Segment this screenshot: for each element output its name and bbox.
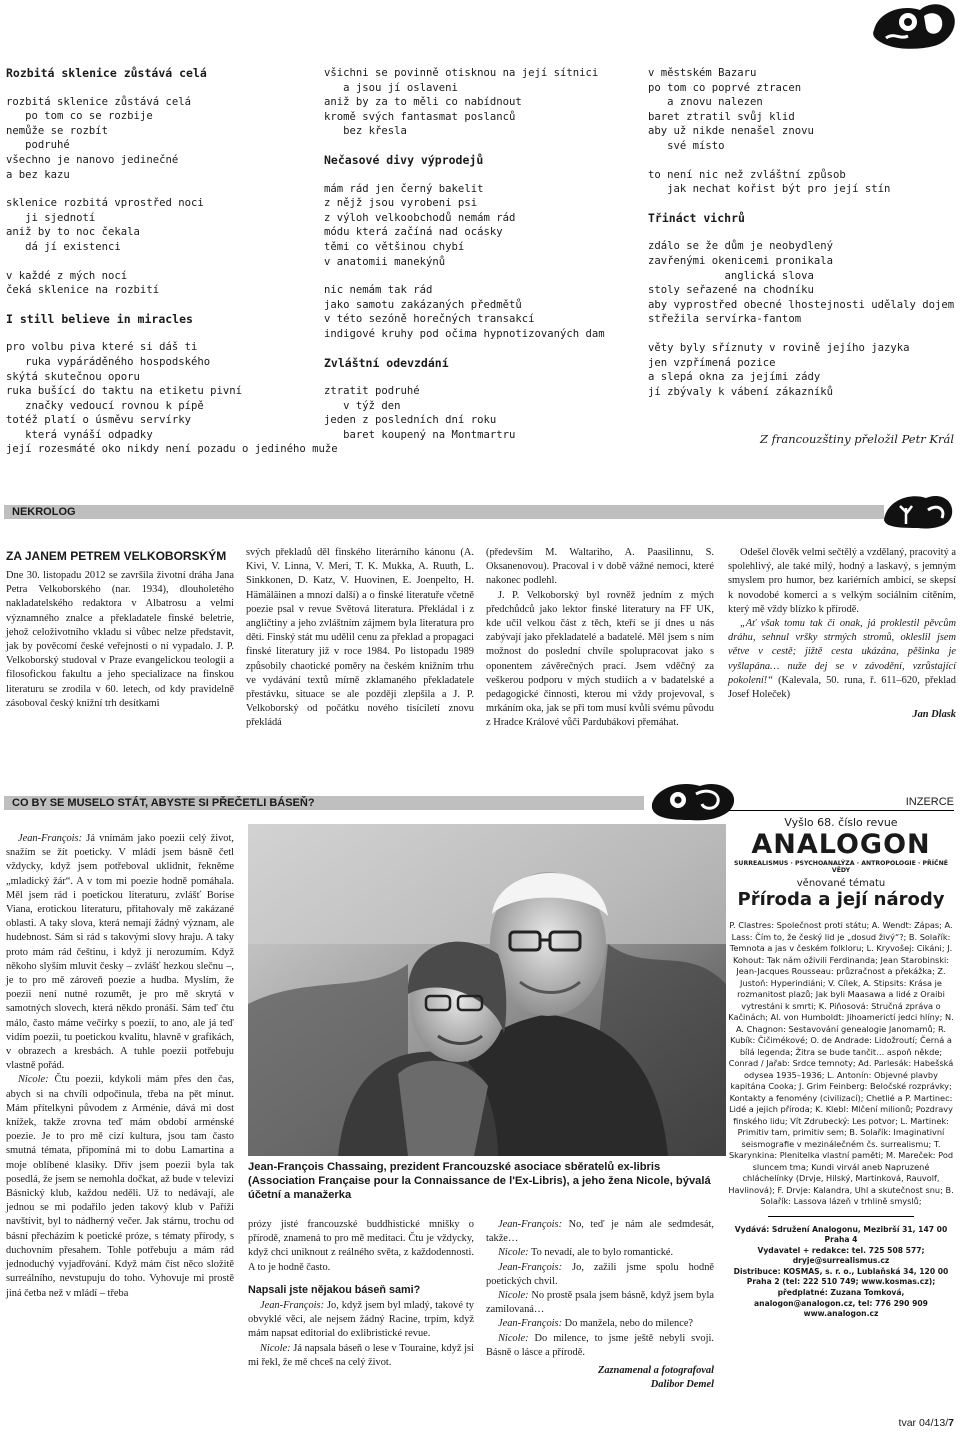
poem-line: všechno je nanovo jedinečné bbox=[6, 153, 179, 166]
poem-line: jen vzpřímená pozice bbox=[648, 356, 776, 369]
poem-line: z nějž jsou vyrobeni psi bbox=[324, 197, 478, 210]
answer-text: No prostě psala jsem básně, když jsem byla zamilovaná… bbox=[486, 1290, 714, 1316]
poem-column-1 bbox=[6, 66, 338, 457]
poem-line: baret koupený na Montmartru bbox=[324, 428, 516, 441]
poem-line: zavřenými okenicemi pronikala bbox=[648, 254, 833, 267]
answer-text: Čtu poezii, kdykoli mám přes den čas, abych si na chvíli odpočinula, třeba na pět minut. Mám přítelkyni původem z Arménie, dává mi dost knížek, takže zrovna teď mám období arménské poezie. Je to pro mě cizí kultura, jsou tam často smutná témata, připomíná mi to dobu Lamartina a moje oblíbené klasiky. Dřív jsem poezii byla tak posedlá, že jsem se nemohla dočkat, až bude v televizi Básnický klub, každou neděli. Už to nedávají, ale jednou se mi podařilo jeden takový klub v Paříži navštívit, byl to nádherný večer. Jak stárnu, trochu od básní přecházím k poetické próze, s tématy přírody, s duchovním přesahem. Tohle potřebuju a mám rád jednoduchý vyjadřování. Když mám číst něco složitě surreálního, nevstupuju do toho. Vyhovuje mi prostě jiná četba než v mládí – třeba bbox=[6, 1074, 234, 1299]
poem-column-3 bbox=[648, 66, 958, 399]
poem-line: aby už nikde nenašel znovu bbox=[648, 125, 814, 138]
poem-line: v této sezóně horečných transakcí bbox=[324, 313, 535, 326]
poem-line: jeden z posledních dní roku bbox=[324, 414, 497, 427]
couple-photo bbox=[248, 824, 726, 1156]
poem-gap bbox=[6, 81, 316, 95]
ornament-logo-icon bbox=[868, 2, 956, 52]
obituary-text-3: (především M. Waltariho, A. Paasilinnu, S. Oksanenovou). Pracoval i v době vážné nemoci, které nakonec podlehl. bbox=[486, 547, 714, 587]
obituary-column-2 bbox=[246, 546, 474, 731]
poem-line: a jsou jí oslaveni bbox=[324, 81, 458, 94]
speaker-name: Nicole: bbox=[260, 1342, 291, 1354]
ad-publisher: Vydává: Sdružení Analogonu, Mezibrší 31, 147 00 Praha 4 Vydavatel + redakce: tel. 725 508 577; dryje@surrealismus.cz Distribuce: KOSMAS, s. r. o., Lublaňská 34, 120 00 Praha 2 (tel: 222 510 749; www.kosmas.cz); předplatné: Zuzana Tomková, analogon@analogon.cz, tel: 776 290 909 www.analogon.cz bbox=[733, 1224, 949, 1319]
obituary-text-1: Dne 30. listopadu 2012 se završila životní dráha Jana Petra Velkoborského (nar. 1934), dlouholetého nakladatelského redaktora v Albatrosu a velmi významného znalce a překladatele finské beletrie, jehož celoživotního vkladu si vůbec nelze představit, jak by pověcomí české veřejnosti o ní vypadalo. J. P. Velkoborský studoval v Praze evangelickou teologii a filosofickou fakultu a jeho specializace na finskou literaturu se zrodila v 60. letech, od kdy pravidelně zásoboval český knižní trh desítkami bbox=[6, 570, 234, 709]
obituary-text-2: svých překladů děl finského literárního kánonu (A. Kivi, V. Linna, V. Meri, T. K. Mukka, A. Ruuth, L. Sinkkonen, D. Katz, V. Huovinen, E. Joenpelto, H. Hämäläinen a mnozí další) a o finské literatuře včetně poezie psal v revue Světová literatura. Překládal i z angličtiny a jeho zvláštním zájmem byla literatura pro děti. Finský stát mu udělil cenu za překlad a propagaci finské literatury již v roce 1984. Po listopadu 1989 způsobily chaotické poměry na českém knižním trhu ve vydávání textů mírně zklamaného překladatele přestávku, situace se ale později zlepšila a J. P. Velkoborský od počátku nového tisíciletí znovu překládá bbox=[246, 547, 474, 729]
obituary-column-1 bbox=[6, 546, 234, 711]
poem-line: po tom co poprvé ztracen bbox=[648, 81, 802, 94]
answer-text: Do milence, to jsme ještě nebyli svoji. Básně o lásce a přírodě. bbox=[486, 1332, 714, 1358]
poem-line: aniž by to noc čekala bbox=[6, 226, 140, 239]
poem-line: anglická slova bbox=[648, 269, 814, 282]
interview-col2-intro: prózy jisté francouzské buddhistické mnišky o přírodě, znamená to pro mě meditaci. Čtu je vždycky, když chci uniknout z reálného světa, z každodennosti. A to je hodně často. bbox=[248, 1219, 474, 1273]
poem-line: pro volbu piva které si dáš ti bbox=[6, 341, 198, 354]
poem-line: nic nemám tak rád bbox=[324, 284, 433, 297]
poem-gap bbox=[6, 255, 316, 269]
interview-col2-answers bbox=[248, 1299, 474, 1370]
obituary-column-4 bbox=[728, 546, 956, 722]
answer-text: No, teď je nám ale sedmdesát, takže… bbox=[486, 1219, 714, 1245]
poem-gap bbox=[324, 168, 642, 182]
poem-gap bbox=[6, 326, 316, 340]
speaker-name: Jean-François: bbox=[18, 833, 83, 844]
poem-line: stoly seřazené na chodníku bbox=[648, 284, 814, 297]
obituary-signature: Jan Dlask bbox=[912, 709, 956, 721]
interview-column-3 bbox=[486, 1218, 714, 1392]
swirl-ornament-icon bbox=[648, 780, 738, 822]
interview-question-heading: Napsali jste nějakou báseň sami? bbox=[248, 1283, 421, 1296]
interview-answer bbox=[486, 1261, 714, 1289]
obituary-column-3 bbox=[486, 546, 714, 731]
poem-line: v městském Bazaru bbox=[648, 67, 757, 79]
poem-line: ruka bušící do taktu na etiketu pivní bbox=[6, 385, 242, 398]
answer-text: Já vnímám jako poezii celý život, snažím se žít poeticky. V mládí jsem básně četl vždycky, když jsem potřeboval uklidnit, řekněme „mladický žár“. A v tom mi poezie hodně pomáhala. Měl jsem rád i poetickou literaturu, zvlášť Borise Viana, erotickou literaturu, přitahovaly mě zakázané oblasti. A taky slova, která nemají žádný význam, ale hudebnost. Sám si rád s takovými slovy hraju. A taky proto mám rád češtinu, i když jí nerozumím. Když někoho slyším mluvit česky – zvlášť hezkou slečnu –, je to pro mě zároveň poezie a hudba. Myslím, že poezii není nutné rozumět, je pro mě skrytá v samotných slovech, která někdo pronáší. Sám teď čtu málo, často máme večírky s poezií, to ano, ale já teď vidím poezii, tu poetickou kvalitu, hlavně v grafikách, v obrazech a kresbách. A tuhle poezii potřebuju vlastně pořád. bbox=[6, 833, 234, 1072]
poem-line: střežila servírka-fantom bbox=[648, 313, 802, 326]
poem-line: jak nechat kořist být pro její stín bbox=[648, 183, 891, 196]
analogon-ad bbox=[728, 816, 954, 1320]
poem-line: jí zbývaly k vábení zákazníků bbox=[648, 385, 833, 398]
interview-bar bbox=[4, 796, 644, 810]
poem-gap bbox=[6, 182, 316, 196]
poem-line: podruhé bbox=[6, 139, 70, 152]
ad-theme: Příroda a její národy bbox=[737, 889, 945, 910]
answer-text: Já napsala báseň o lese v Touraine, když jsi mi řekl, že mě chceš na celý život. bbox=[248, 1342, 474, 1368]
obituary-text-4a: Odešel člověk velmi sečtělý a vzdělaný, pracovitý a spolehlivý, ale také milý, hodný a laskavý, s jemným smyslem pro humor, bez kariérních ambicí, se skepsí k novodobé komerci a s velkým sociálním cítěním, který mě vždy blízko k přírodě. bbox=[728, 547, 956, 615]
poem-gap bbox=[6, 298, 316, 312]
page-footer bbox=[899, 1417, 954, 1429]
poem-gap bbox=[324, 269, 642, 283]
interview-answer bbox=[248, 1299, 474, 1342]
interview-column-1 bbox=[6, 832, 234, 1301]
poem-gap bbox=[648, 154, 958, 168]
answer-text: To nevadí, ale to bylo romantické. bbox=[528, 1247, 674, 1259]
poem-gap bbox=[648, 327, 958, 341]
poem-line: své místo bbox=[648, 139, 725, 152]
poem-line: značky vedoucí rovnou k pípě bbox=[6, 399, 204, 412]
answer-text: Jo, zažili jsme spolu hodně poetických chvil. bbox=[486, 1261, 714, 1287]
interview-credit-2: Dalibor Demel bbox=[650, 1379, 714, 1391]
poem-line: kromě svých fantasmat poslanců bbox=[324, 110, 516, 123]
ad-divider bbox=[728, 810, 954, 811]
ad-brand-subtitle: SURREALISMUS · PSYCHOANALÝZA · ANTROPOLOGIE · PŘÍČNÉ VĚDY bbox=[733, 860, 949, 874]
poem-line: ji sjednotí bbox=[6, 211, 96, 224]
poem-gap bbox=[648, 197, 958, 211]
poem-gap bbox=[648, 225, 958, 239]
poem-line: v týž den bbox=[324, 399, 401, 412]
poem-title: Rozbitá sklenice zůstává celá bbox=[6, 66, 207, 80]
ad-issue: Vyšlo 68. číslo revue bbox=[784, 816, 898, 829]
poem-line: všichni se povinně otisknou na její sítnici bbox=[324, 67, 599, 79]
poem-line: sklenice rozbitá vprostřed noci bbox=[6, 197, 204, 210]
kalevala-quote bbox=[728, 617, 956, 702]
poem-line: mám rád jen černý bakelit bbox=[324, 182, 484, 195]
speaker-name: Nicole: bbox=[498, 1247, 529, 1259]
speaker-name: Nicole: bbox=[498, 1290, 529, 1302]
poem-column-2 bbox=[324, 66, 642, 442]
interview-col3-answers bbox=[486, 1218, 714, 1360]
ad-brand: ANALOGON bbox=[751, 829, 931, 860]
speaker-name: Nicole: bbox=[498, 1332, 529, 1344]
poem-line: módu která začíná nad ocásky bbox=[324, 226, 503, 239]
poem-line: ztratit podruhé bbox=[324, 385, 420, 398]
poem-line: bez křesla bbox=[324, 125, 407, 138]
answer-text: Jo, když jsem byl mladý, takové ty obvyklé věci, ale nejsem žádný Racine, trpím, když mám napsat editorial do exlibristické revue. bbox=[248, 1300, 474, 1340]
answer-text: Do manžela, nebo do milence? bbox=[562, 1318, 694, 1330]
ad-label: INZERCE bbox=[905, 796, 954, 808]
poem-line: po tom co se rozbije bbox=[6, 110, 153, 123]
interview-answer bbox=[248, 1342, 474, 1370]
poem-line: a znovu nalezen bbox=[648, 96, 763, 109]
speaker-name: Jean-François: bbox=[260, 1300, 325, 1312]
interview-column-2 bbox=[248, 1218, 474, 1370]
poem-line: čeká sklenice na rozbití bbox=[6, 284, 160, 297]
page-number: 7 bbox=[948, 1417, 954, 1429]
poem-line: totéž platí o úsměvu servírky bbox=[6, 414, 191, 427]
poem-title: I still believe in miracles bbox=[6, 311, 193, 326]
poem-line: a bez kazu bbox=[6, 168, 70, 181]
poem-line: nemůže se rozbít bbox=[6, 124, 109, 137]
tree-ornament-icon bbox=[880, 490, 956, 530]
poem-line: dá jí existenci bbox=[6, 240, 121, 253]
kalevala-quote-text: „Ať však tomu tak či onak, já proklestil pěvcům dráhu, sehnul vršky strmých stromů, okleslil jsem větve v cestě; jižtě cesta ukázána, pěšinka je vyšlapána… nuže dej se v závodění, vzrůstající pokolení!“ bbox=[728, 618, 956, 686]
poem-line: věty byly sříznuty v rovině jejího jazyka bbox=[648, 341, 910, 354]
poem-line: ruka vypáráděného hospodského bbox=[6, 355, 211, 368]
interview-credit-1: Zaznamenal a fotografoval bbox=[597, 1365, 714, 1377]
poem-line: aby vyprostřed obecné lhostejnosti udělaly dojem bbox=[648, 298, 955, 311]
photo-caption: Jean-François Chassaing, prezident Francouzské asociace sběratelů ex-libris (Association Française pour la Connaissance de l'Ex-Libris), a jeho žena Nicole, bývalá účetní a manažerka bbox=[248, 1161, 711, 1201]
interview-answer bbox=[486, 1289, 714, 1317]
interview-answer bbox=[486, 1332, 714, 1360]
poem-line: v každé z mých nocí bbox=[6, 269, 128, 282]
interview-answer bbox=[6, 832, 234, 1073]
poem-title: Třináct vichrů bbox=[648, 210, 745, 225]
footer-label: tvar 04/13/ bbox=[898, 1417, 949, 1429]
speaker-name: Jean-François: bbox=[498, 1318, 563, 1330]
interview-answer bbox=[6, 1073, 234, 1300]
poem-line: která vynáší odpadky bbox=[6, 428, 153, 441]
poem-line: to není nic než zvláštní způsob bbox=[648, 168, 846, 181]
interview-bar-label: CO BY SE MUSELO STÁT, ABYSTE SI PŘEČETLI BÁSEŇ? bbox=[12, 797, 315, 809]
poem-title: Nečasové divy výprodejů bbox=[324, 152, 484, 167]
nekrolog-bar bbox=[4, 505, 884, 519]
ad-contents: P. Clastres: Společnost proti státu; A. Wendt: Zápas; A. Lass: Čím to, že český lid je „dosud živý“?; B. Solařík: Temnota a jas v českém folkloru; L. Kryvošej: Cikáni; J. Kohout: Tak nám oživili Ferdinanda; Jean Starobinski: Jean-Jacques Rousseau: průzračnost a překážka; Z. Justoň: Hyperindiáni; V. Cílek, A. Stipsits: Krása je rozmanitost plazů; Jak byli Maasawa a lidé z Oraibi vytrestáni k smrti; K. Piňosová: Stručná zpráva o Kačinách; Al. von Humboldt: Jihoamerictí jedci hlíny; N. A. Chagnon: Sestavování genealogie Janomamů; R. Kubík: Čičimékové; O. de Andrade: Lidožroutí; Černá a bílá legenda; Žitra se bude tančit… aspoň někde; Conrad / Jařab: Srdce temnoty; Ad. Parlesák: Habešská odysea 1935–1936; L. Antonín: Objevné plavby kapitána Cooka; J. Grim Feinberg: Beločské rozprávky; Kontakty a fenomény (civilizací); Chetlié a P. Martinec: Lidé a jejich příroda; K. Klebl: Mlčení milionů; Pozdravy finského lidu; Vít Zdrubecký: Les potvor; L. Martinek: Primitiv tam, primitiv sem; B. Solařík: Imaginativní seismografie v mezinálečném čs. surrealismu; T. Skarynkina: Plenitelka vlastní paměti; M. Mareček: Pod sluncem tma; Kundi virvál aneb Napruzené chláchelínky (Drvje, Hilský, Martinková, Rauvolf, Havlinová); F. Drvje: Kalandra, Uhl a skutečnost snu; B. Solařík: Lassova lázeň v trhlině smyslů; bbox=[728, 920, 954, 1206]
poem-gap bbox=[324, 370, 642, 384]
poem-line: a slepá okna za jejími zády bbox=[648, 371, 821, 384]
poem-line: baret ztratil svůj klid bbox=[648, 110, 795, 123]
poem-line: skýtá skutečnou oporu bbox=[6, 370, 140, 383]
poem-line: těmi co většinou chybí bbox=[324, 240, 465, 253]
poem-line: indigové kruhy pod očima hypnotizovaných dam bbox=[324, 327, 605, 340]
poem-line: z výloh velkoobchodů nemám rád bbox=[324, 211, 516, 224]
speaker-name: Nicole: bbox=[18, 1074, 49, 1086]
interview-answer bbox=[486, 1218, 714, 1246]
poem-line: zdálo se že dům je neobydlený bbox=[648, 240, 833, 253]
poem-line: rozbitá sklenice zůstává celá bbox=[6, 95, 191, 108]
interview-answer bbox=[486, 1317, 714, 1331]
ad-contents-divider bbox=[768, 1216, 914, 1217]
ad-dedicated: věnované tématu bbox=[796, 878, 886, 889]
poem-line: její rozesmáté oko nikdy není pozadu o jediného muže bbox=[6, 443, 338, 456]
obituary-text-3b: J. P. Velkoborský byl rovněž jedním z mých předchůdců jako lektor finské literatury na FF UK, kde učil velkou část z těch, kteří se jí dnes u nás zabývají jako překladatelé a badatelé. Měl jsem s ním možnost do poslední chvíle spolupracovat jako s oponentem závěrečných prací. Jsem vděčný za veškerou podporu v mých studiích a v badatelské a pedagogické činnosti, kterou mi vždy projevoval, s mrkáním oka, jak se při tom musí kvůli svému původu z Hradce Králové vůči Pardubákovi přemáhat. bbox=[486, 589, 714, 729]
speaker-name: Jean-François: bbox=[498, 1261, 563, 1273]
speaker-name: Jean-François: bbox=[498, 1219, 563, 1230]
poem-line: v anatomii manekýnů bbox=[324, 255, 446, 268]
poem-gap bbox=[324, 139, 642, 153]
poem-title: Zvláštní odevzdání bbox=[324, 355, 449, 370]
poem-line: jako samotu zakázaných předmětů bbox=[324, 298, 522, 311]
poem-line: aniž by za to měli co nabídnout bbox=[324, 96, 522, 109]
nekrolog-label: NEKROLOG bbox=[12, 506, 76, 518]
kalevala-source: (Kalevala, 50. runa, ř. 611–620, překlad Josef Holeček) bbox=[728, 674, 956, 701]
interview-answer bbox=[486, 1246, 714, 1260]
obituary-title: ZA JANEM PETREM VELKOBORSKÝM bbox=[6, 549, 227, 563]
poem-gap bbox=[324, 342, 642, 356]
translator-credit: Z francouzštiny přeložil Petr Král bbox=[759, 432, 954, 446]
